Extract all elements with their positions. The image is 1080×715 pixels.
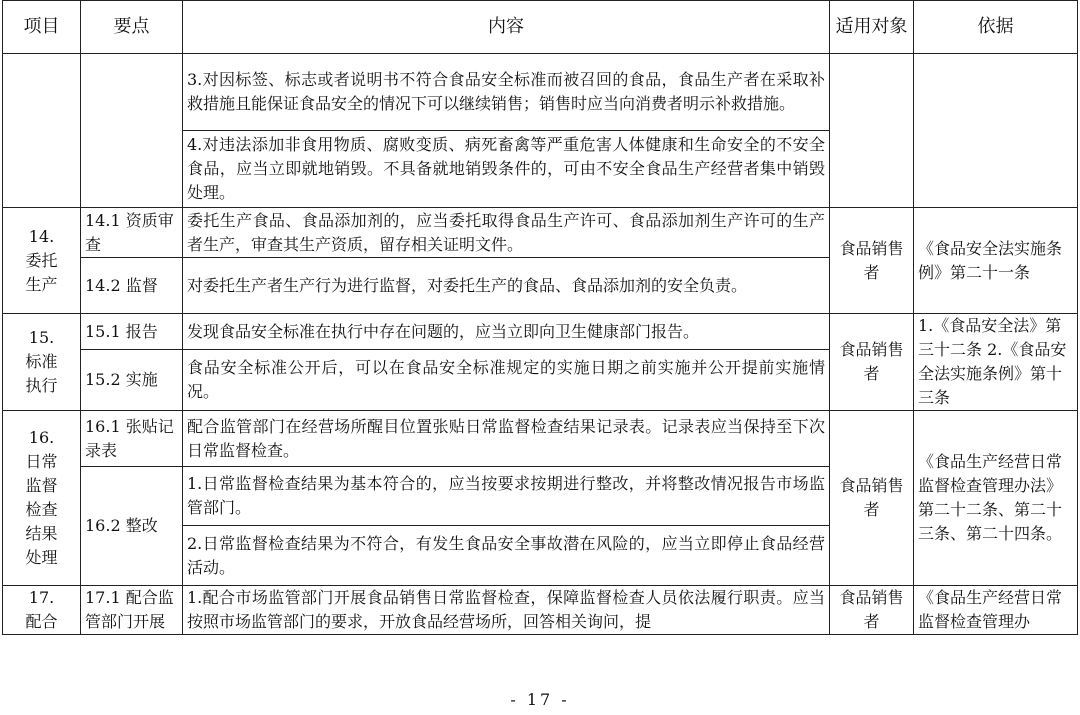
page-number: - 17 - [510, 690, 570, 709]
point-cell: 16.2 整改 [81, 467, 183, 586]
header-item: 项目 [3, 1, 81, 54]
content-cell: 食品安全标准公开后，可以在食品安全标准规定的实施日期之前实施并公开提前实施情况。 [183, 350, 830, 411]
table-row [3, 208, 1078, 258]
table-row [3, 586, 1078, 635]
point-cell: 14.1 资质审查 [81, 208, 183, 258]
header-basis: 依据 [914, 1, 1078, 54]
content-cell: 1.配合市场监管部门开展食品销售日常监督检查，保障监督检查人员依法履行职责。应当按照市场监管部门的要求，开放食品经营场所，回答相关询问，提 [183, 586, 830, 635]
item-line: 处理 [25, 548, 58, 567]
content-cell: 发现食品安全标准在执行中存在问题的，应当立即向卫生健康部门报告。 [183, 314, 830, 350]
content-cell: 3.对因标签、标志或者说明书不符合食品安全标准而被召回的食品，食品生产者在采取补救措施且能保证食品安全的情况下可以继续销售；销售时应当向消费者明示补救措施。 [183, 54, 830, 131]
header-point: 要点 [81, 1, 183, 54]
content-cell: 配合监管部门在经营场所醒目位置张贴日常监督检查结果记录表。记录表应当保持至下次日常监督检查。 [183, 411, 830, 467]
target-cell: 食品销售者 [830, 314, 914, 411]
content-cell: 4.对违法添加非食用物质、腐败变质、病死畜禽等严重危害人体健康和生命安全的不安全食品，应当立即就地销毁。不具备就地销毁条件的，可由不安全食品生产经营者集中销毁处理。 [183, 131, 830, 208]
point-cell: 16.1 张贴记录表 [81, 411, 183, 467]
item-line: 16. [28, 428, 55, 447]
target-cell-empty [830, 54, 914, 208]
content-cell: 1.日常监督检查结果为基本符合的，应当按要求按期进行整改，并将整改情况报告市场监管部门。 [183, 467, 830, 526]
item-line: 日常 [25, 452, 58, 471]
item-line: 执行 [25, 376, 58, 395]
item-cell-14 [3, 208, 81, 314]
point-cell: 15.1 报告 [81, 314, 183, 350]
table-row [3, 314, 1078, 350]
point-cell: 17.1 配合监管部门开展 [81, 586, 183, 635]
item-line: 检查 [25, 500, 58, 519]
item-line: 15. [28, 328, 55, 347]
item-cell-empty [3, 54, 81, 208]
item-cell-15 [3, 314, 81, 411]
item-line: 监督 [25, 476, 58, 495]
basis-cell: 《食品生产经营日常监督检查管理办 [914, 586, 1078, 635]
header-target: 适用对象 [830, 1, 914, 54]
item-line: 标准 [25, 352, 58, 371]
item-cell-16 [3, 411, 81, 586]
item-line: 结果 [25, 524, 58, 543]
item-line: 14. [28, 226, 55, 246]
content-cell: 委托生产食品、食品添加剂的，应当委托取得食品生产许可、食品添加剂生产许可的生产者生产，审查其生产资质，留存相关证明文件。 [183, 208, 830, 258]
basis-cell: 《食品生产经营日常监督检查管理办法》第二十二条、第二十三条、第二十四条。 [914, 411, 1078, 586]
basis-cell: 1.《食品安全法》第三十二条 2.《食品安全法实施条例》第十三条 [914, 314, 1078, 411]
item-line: 17. [28, 588, 55, 607]
table-header-row [3, 1, 1078, 54]
point-cell-empty [81, 54, 183, 208]
item-line: 生产 [25, 274, 58, 294]
target-cell: 食品销售者 [830, 208, 914, 314]
item-line: 委托 [25, 250, 58, 270]
content-cell: 对委托生产者生产行为进行监督，对委托生产的食品、食品添加剂的安全负责。 [183, 258, 830, 314]
content-cell: 2.日常监督检查结果为不符合，有发生食品安全事故潜在风险的，应当立即停止食品经营活动。 [183, 526, 830, 586]
item-line: 配合 [25, 612, 58, 631]
item-cell-17 [3, 586, 81, 635]
table-row [3, 54, 1078, 131]
point-cell: 15.2 实施 [81, 350, 183, 411]
table-row [3, 411, 1078, 467]
header-content: 内容 [183, 1, 830, 54]
regulation-table [2, 0, 1078, 635]
target-cell: 食品销售者 [830, 586, 914, 635]
basis-cell-empty [914, 54, 1078, 208]
point-cell: 14.2 监督 [81, 258, 183, 314]
target-cell: 食品销售者 [830, 411, 914, 586]
basis-cell: 《食品安全法实施条例》第二十一条 [914, 208, 1078, 314]
